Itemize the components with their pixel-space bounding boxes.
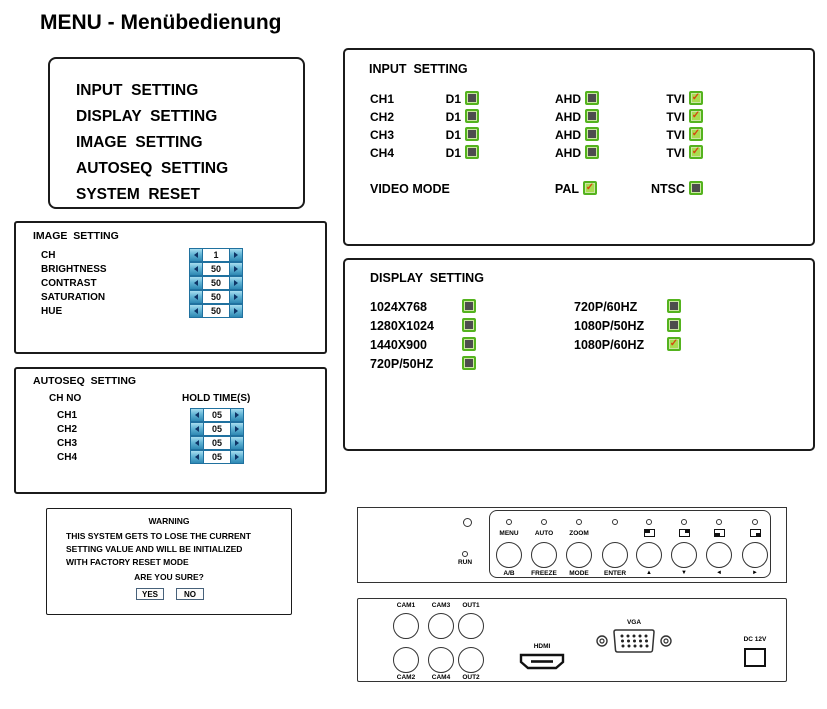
pal-label: PAL xyxy=(554,182,579,196)
tvi-checkbox-ch4[interactable] xyxy=(689,145,703,159)
back-panel-diagram xyxy=(357,598,787,682)
spinner-value: 50 xyxy=(210,278,221,288)
spinner-value: 05 xyxy=(211,424,222,434)
button-bottom-label: FREEZE xyxy=(531,570,557,577)
spinner-value: 1 xyxy=(213,250,219,260)
saturation-spinner[interactable] xyxy=(189,290,243,304)
out1-port-label: OUT1 xyxy=(462,602,480,609)
autoseq-setting-title: AUTOSEQ SETTING xyxy=(33,375,137,387)
image-setting-title: IMAGE SETTING xyxy=(33,230,119,242)
auto-button[interactable] xyxy=(531,542,557,568)
spinner-value: 50 xyxy=(210,264,221,274)
spinner-increment-arrow[interactable] xyxy=(229,305,242,317)
button-bottom-label: ENTER xyxy=(603,570,627,577)
spinner-value: 50 xyxy=(210,306,221,316)
spinner-increment-arrow[interactable] xyxy=(229,249,242,261)
spinner-decrement-arrow[interactable] xyxy=(190,263,203,275)
spinner-increment-arrow[interactable] xyxy=(230,451,243,463)
ch-spinner[interactable] xyxy=(189,248,243,262)
button-group-right xyxy=(738,511,772,579)
left-button[interactable] xyxy=(706,542,732,568)
row-label: HUE xyxy=(41,306,63,317)
button-top-label: AUTO xyxy=(534,530,554,537)
resolution-checkbox-1080p50[interactable] xyxy=(667,318,681,332)
button-group-zoom xyxy=(562,511,596,579)
run-led-icon xyxy=(462,551,468,557)
ahd-label: AHD xyxy=(555,92,581,106)
spinner-increment-arrow[interactable] xyxy=(230,409,243,421)
menu-item-system-reset[interactable]: SYSTEM RESET xyxy=(76,186,201,203)
spinner-increment-arrow[interactable] xyxy=(230,423,243,435)
down-button[interactable] xyxy=(671,542,697,568)
d1-label: D1 xyxy=(445,110,461,124)
cam1-bnc-port-icon xyxy=(393,613,419,639)
resolution-label: 1080P/60HZ xyxy=(574,338,645,352)
cam2-port-label: CAM2 xyxy=(396,674,416,681)
out2-bnc-port-icon xyxy=(458,647,484,673)
button-top-label: ZOOM xyxy=(569,530,589,537)
channel-label: CH2 xyxy=(370,110,395,124)
ahd-checkbox-ch2[interactable] xyxy=(585,109,599,123)
hue-spinner[interactable] xyxy=(189,304,243,318)
up-button[interactable] xyxy=(636,542,662,568)
display-setting-title: DISPLAY SETTING xyxy=(370,271,484,285)
d1-checkbox-ch4[interactable] xyxy=(465,145,479,159)
warning-line: WITH FACTORY RESET MODE xyxy=(66,557,189,567)
row-label: CH4 xyxy=(57,452,78,463)
spinner-increment-arrow[interactable] xyxy=(229,291,242,303)
tvi-label: TVI xyxy=(666,110,685,124)
button-group-enter xyxy=(598,511,632,579)
menu-item-display-setting[interactable]: DISPLAY SETTING xyxy=(76,108,218,125)
spinner-value: 50 xyxy=(210,292,221,302)
led-indicator-icon xyxy=(541,519,547,525)
tvi-checkbox-ch2[interactable] xyxy=(689,109,703,123)
button-bottom-label: ▼ xyxy=(681,570,687,576)
pip-bottom-left-icon xyxy=(714,529,725,537)
spinner-decrement-arrow[interactable] xyxy=(190,277,203,289)
menu-item-input-setting[interactable]: INPUT SETTING xyxy=(76,82,199,99)
cam1-port-label: CAM1 xyxy=(396,602,416,609)
led-indicator-icon xyxy=(681,519,687,525)
cam2-bnc-port-icon xyxy=(393,647,419,673)
spinner-value: 05 xyxy=(211,410,222,420)
led-indicator-icon xyxy=(506,519,512,525)
spinner-decrement-arrow[interactable] xyxy=(191,423,204,435)
button-bottom-label: ▲ xyxy=(646,570,652,576)
menu-button[interactable] xyxy=(496,542,522,568)
tvi-checkbox-ch3[interactable] xyxy=(689,127,703,141)
button-cluster-frame xyxy=(489,510,771,578)
contrast-spinner[interactable] xyxy=(189,276,243,290)
spinner-value: 05 xyxy=(211,452,222,462)
tvi-label: TVI xyxy=(666,92,685,106)
ahd-checkbox-ch1[interactable] xyxy=(585,91,599,105)
menu-item-image-setting[interactable]: IMAGE SETTING xyxy=(76,134,203,151)
warning-line: SETTING VALUE AND WILL BE INITIALIZED xyxy=(66,544,243,554)
resolution-checkbox-720p60[interactable] xyxy=(667,299,681,313)
hold-time-spinner-ch4[interactable] xyxy=(190,450,244,464)
pip-bottom-right-icon xyxy=(750,529,761,537)
out2-port-label: OUT2 xyxy=(462,674,480,681)
right-button[interactable] xyxy=(742,542,768,568)
ahd-checkbox-ch3[interactable] xyxy=(585,127,599,141)
led-indicator-icon xyxy=(612,519,618,525)
resolution-label: 1440X900 xyxy=(370,338,428,352)
enter-button[interactable] xyxy=(602,542,628,568)
button-bottom-label: MODE xyxy=(569,570,589,577)
warning-dialog xyxy=(46,508,292,615)
cam3-bnc-port-icon xyxy=(428,613,454,639)
led-indicator-icon xyxy=(752,519,758,525)
row-label: SATURATION xyxy=(41,292,106,303)
main-menu-box xyxy=(48,57,305,209)
cam4-bnc-port-icon xyxy=(428,647,454,673)
yes-button[interactable]: YES xyxy=(136,588,164,600)
resolution-label: 1080P/50HZ xyxy=(574,319,645,333)
led-indicator-icon xyxy=(576,519,582,525)
tvi-checkbox-ch1[interactable] xyxy=(689,91,703,105)
button-group-down xyxy=(667,511,701,579)
row-label: CH xyxy=(41,250,56,261)
ntsc-label: NTSC xyxy=(650,182,685,196)
hdmi-port-label: HDMI xyxy=(533,643,551,650)
out1-bnc-port-icon xyxy=(458,613,484,639)
d1-label: D1 xyxy=(445,146,461,160)
ntsc-checkbox[interactable] xyxy=(689,181,703,195)
d1-checkbox-ch2[interactable] xyxy=(465,109,479,123)
zoom-button[interactable] xyxy=(566,542,592,568)
spinner-value: 05 xyxy=(211,438,222,448)
spinner-decrement-arrow[interactable] xyxy=(191,451,204,463)
resolution-checkbox-720p50[interactable] xyxy=(462,356,476,370)
spinner-decrement-arrow[interactable] xyxy=(191,437,204,449)
d1-checkbox-ch3[interactable] xyxy=(465,127,479,141)
resolution-checkbox-1440x900[interactable] xyxy=(462,337,476,351)
dc-power-jack-icon xyxy=(744,648,766,667)
autoseq-setting-panel xyxy=(14,367,327,494)
pip-top-right-icon xyxy=(679,529,690,537)
button-top-label: MENU xyxy=(499,530,519,537)
input-setting-title: INPUT SETTING xyxy=(369,62,468,76)
panel-hole-icon xyxy=(463,518,472,527)
tvi-label: TVI xyxy=(666,128,685,142)
button-bottom-label: A/B xyxy=(503,570,515,577)
display-setting-panel xyxy=(343,258,815,451)
tvi-label: TVI xyxy=(666,146,685,160)
button-group-menu xyxy=(492,511,526,579)
spinner-decrement-arrow[interactable] xyxy=(190,249,203,261)
hold-time-spinner-ch2[interactable] xyxy=(190,422,244,436)
d1-checkbox-ch1[interactable] xyxy=(465,91,479,105)
resolution-checkbox-1024x768[interactable] xyxy=(462,299,476,313)
menu-item-autoseq-setting[interactable]: AUTOSEQ SETTING xyxy=(76,160,229,177)
vga-port-icon xyxy=(594,628,674,655)
cam4-port-label: CAM4 xyxy=(431,674,451,681)
brightness-spinner[interactable] xyxy=(189,262,243,276)
led-indicator-icon xyxy=(716,519,722,525)
spinner-decrement-arrow[interactable] xyxy=(190,305,203,317)
d1-label: D1 xyxy=(445,92,461,106)
page-title: MENU - Menübedienung xyxy=(40,11,282,34)
dc-power-label: DC 12V xyxy=(743,636,767,643)
channel-label: CH3 xyxy=(370,128,395,142)
resolution-label: 720P/50HZ xyxy=(370,357,434,371)
front-panel-diagram xyxy=(357,507,787,583)
cam3-port-label: CAM3 xyxy=(431,602,451,609)
image-setting-panel xyxy=(14,221,327,354)
d1-label: D1 xyxy=(445,128,461,142)
spinner-decrement-arrow[interactable] xyxy=(190,291,203,303)
row-label: CH3 xyxy=(57,438,78,449)
spinner-increment-arrow[interactable] xyxy=(229,263,242,275)
row-label: CH2 xyxy=(57,424,78,435)
warning-line: THIS SYSTEM GETS TO LOSE THE CURRENT xyxy=(66,531,251,541)
spinner-increment-arrow[interactable] xyxy=(230,437,243,449)
row-label: CONTRAST xyxy=(41,278,97,289)
channel-label: CH1 xyxy=(370,92,395,106)
pip-top-left-icon xyxy=(644,529,655,537)
warning-title: WARNING xyxy=(148,516,190,526)
input-setting-panel xyxy=(343,48,815,246)
spinner-decrement-arrow[interactable] xyxy=(191,409,204,421)
hold-time-spinner-ch3[interactable] xyxy=(190,436,244,450)
resolution-checkbox-1080p60[interactable] xyxy=(667,337,681,351)
button-group-auto xyxy=(527,511,561,579)
video-mode-label: VIDEO MODE xyxy=(370,182,450,196)
button-group-left xyxy=(702,511,736,579)
row-label: CH1 xyxy=(57,410,78,421)
run-led-label: RUN xyxy=(457,559,473,566)
ch-no-column-header: CH NO xyxy=(49,393,82,404)
vga-port-label: VGA xyxy=(626,619,642,626)
resolution-label: 1280X1024 xyxy=(370,319,434,333)
ahd-label: AHD xyxy=(555,110,581,124)
spinner-increment-arrow[interactable] xyxy=(229,277,242,289)
channel-label: CH4 xyxy=(370,146,395,160)
pal-checkbox[interactable] xyxy=(583,181,597,195)
button-bottom-label: ◄ xyxy=(716,570,722,576)
resolution-label: 720P/60HZ xyxy=(574,300,638,314)
ahd-checkbox-ch4[interactable] xyxy=(585,145,599,159)
button-group-up xyxy=(632,511,666,579)
no-button[interactable]: NO xyxy=(176,588,204,600)
resolution-checkbox-1280x1024[interactable] xyxy=(462,318,476,332)
ahd-label: AHD xyxy=(555,146,581,160)
button-bottom-label: ► xyxy=(752,570,758,576)
led-indicator-icon xyxy=(646,519,652,525)
ahd-label: AHD xyxy=(555,128,581,142)
hold-time-spinner-ch1[interactable] xyxy=(190,408,244,422)
resolution-label: 1024X768 xyxy=(370,300,428,314)
hold-time-column-header: HOLD TIME(S) xyxy=(182,393,251,404)
hdmi-port-icon xyxy=(519,653,565,670)
row-label: BRIGHTNESS xyxy=(41,264,107,275)
warning-confirm-text: ARE YOU SURE? xyxy=(134,572,204,582)
